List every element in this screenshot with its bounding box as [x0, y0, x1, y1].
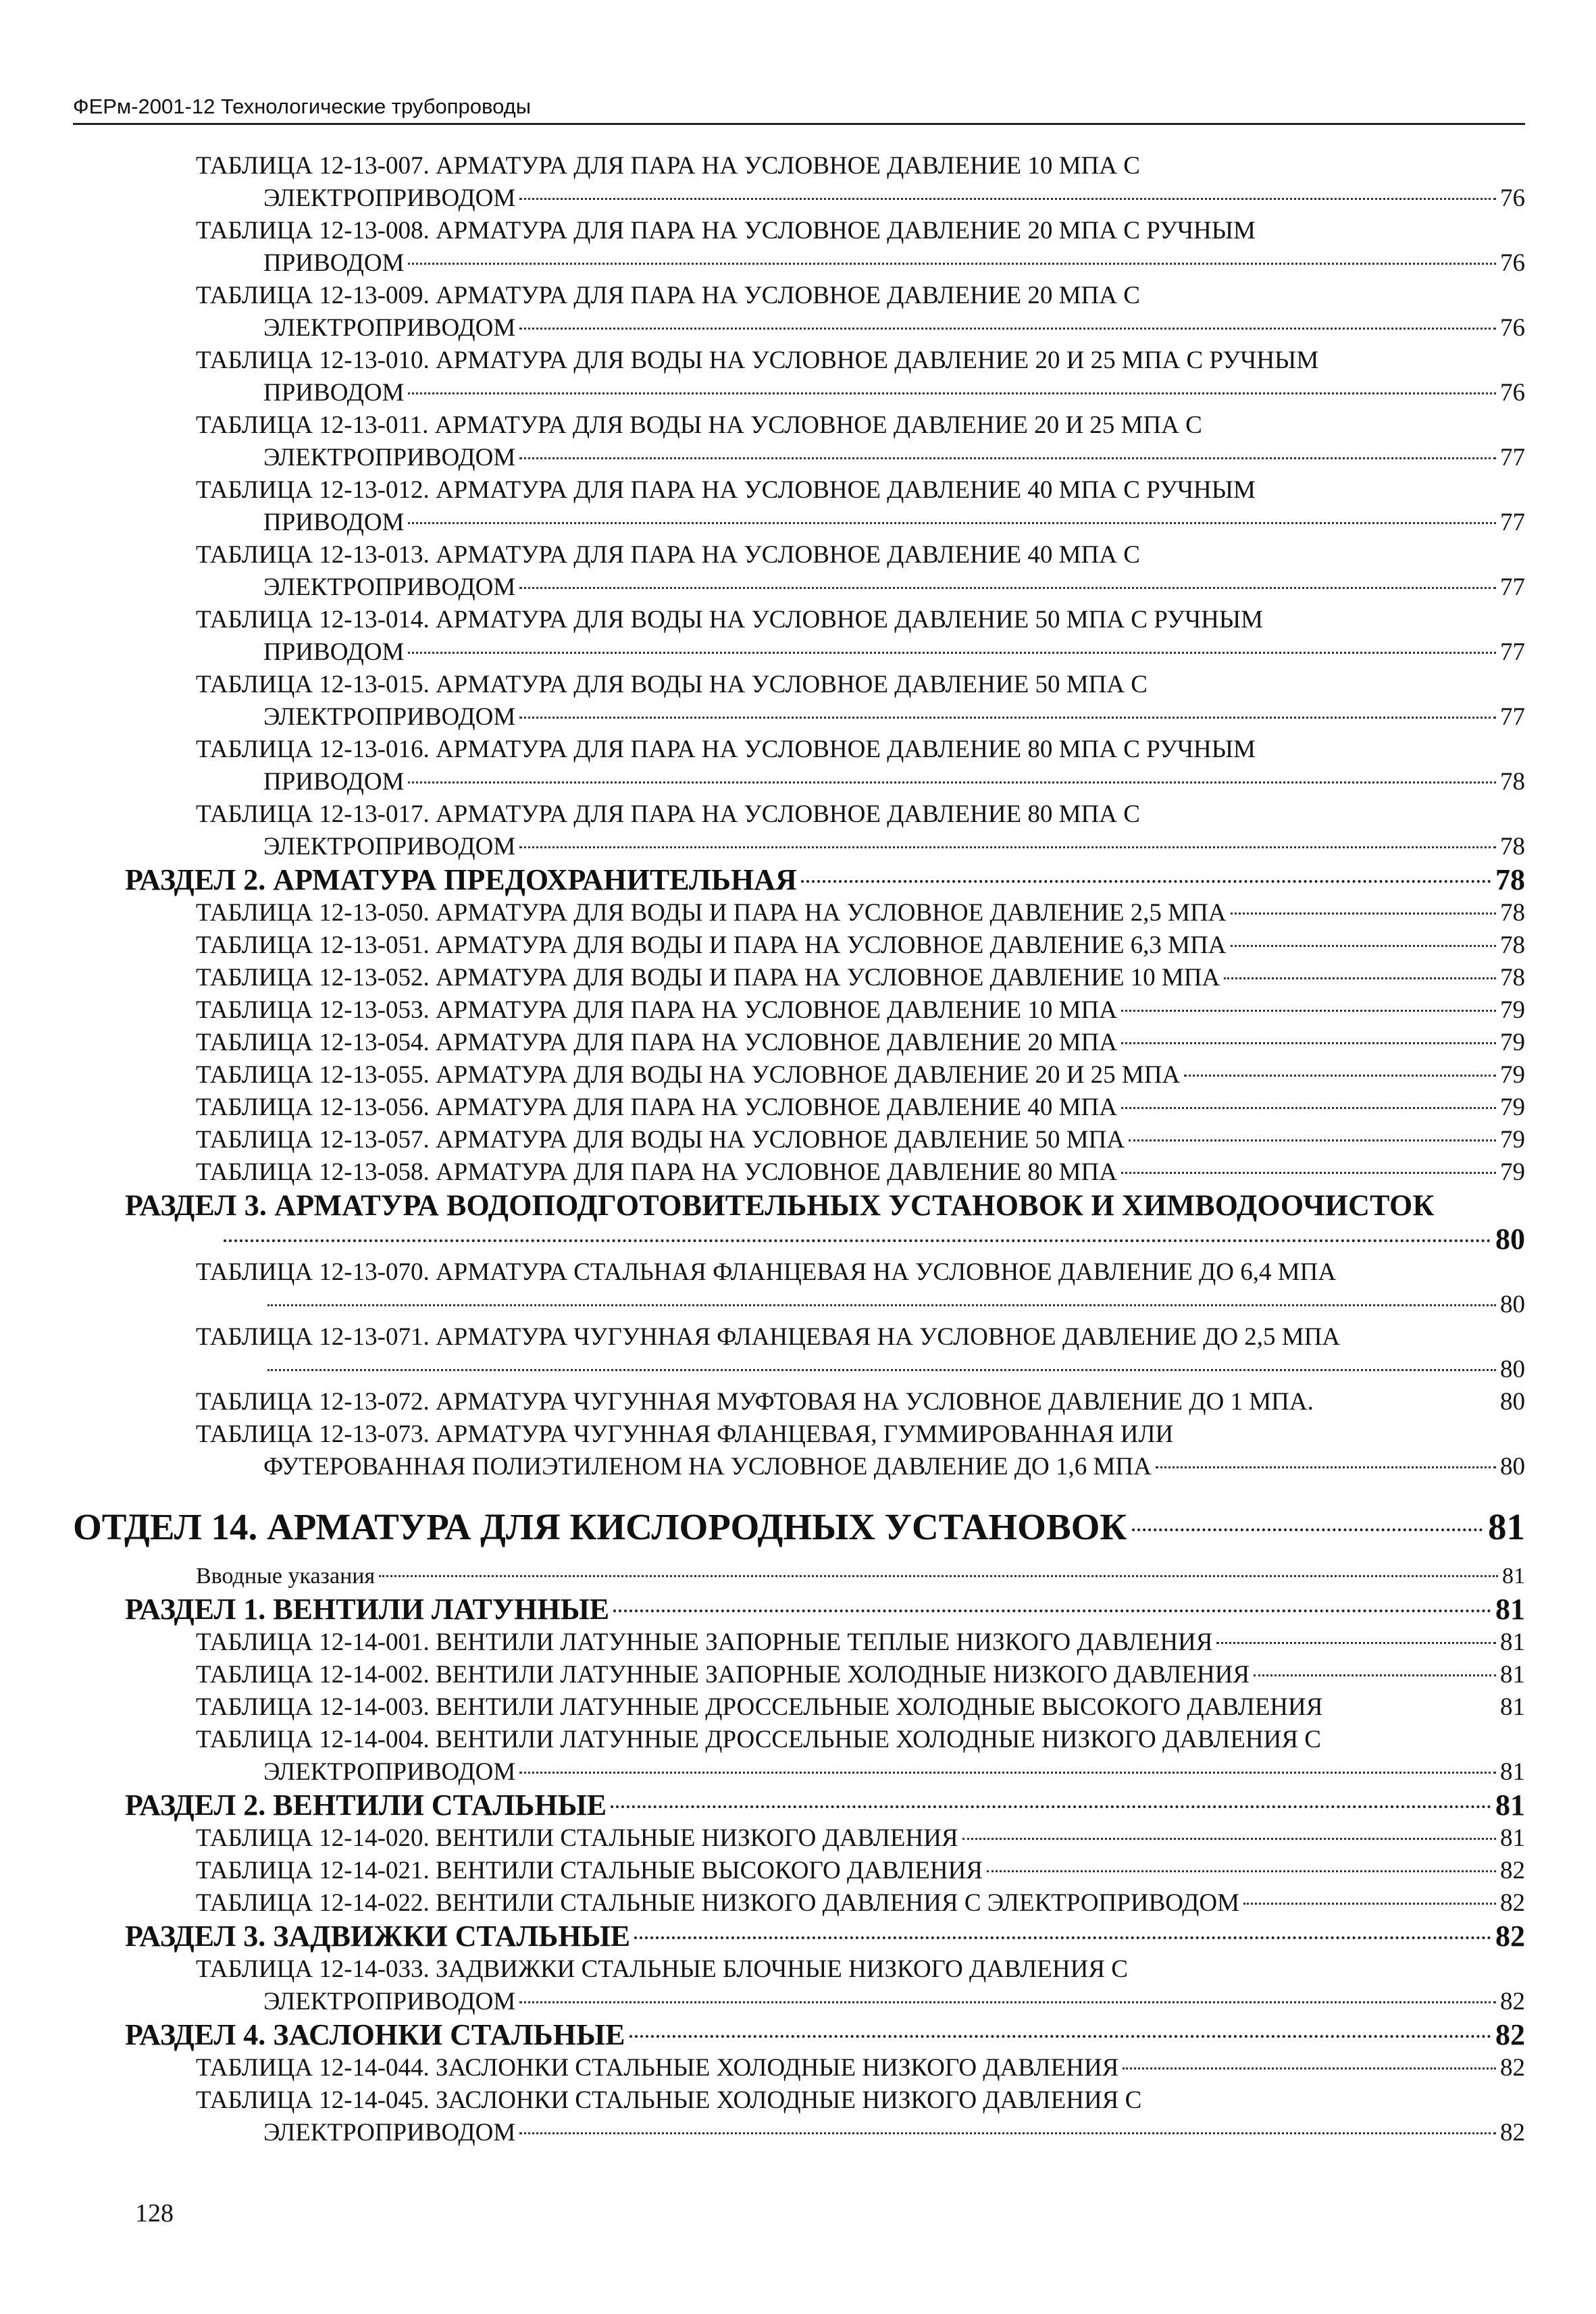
dot-leader — [611, 1805, 1491, 1808]
toc-table-entry[interactable] — [196, 1256, 1525, 1321]
entry-label-continued: ПРИВОДОМ — [263, 638, 405, 666]
entry-label: ТАБЛИЦА 12-13-052. АРМАТУРА ДЛЯ ВОДЫ И ПАРА НА УСЛОВНОЕ ДАВЛЕНИЕ 10 МПА — [196, 964, 1220, 992]
entry-label: ТАБЛИЦА 12-14-021. ВЕНТИЛИ СТАЛЬНЫЕ ВЫСОКОГО ДАВЛЕНИЯ — [196, 1857, 983, 1884]
toc-table-entry[interactable] — [196, 150, 1525, 215]
entry-label: ТАБЛИЦА 12-14-003. ВЕНТИЛИ ЛАТУННЫЕ ДРОССЕЛЬНЫЕ ХОЛОДНЫЕ ВЫСОКОГО ДАВЛЕНИЯ — [196, 1693, 1323, 1721]
entry-label: ТАБЛИЦА 12-13-071. АРМАТУРА ЧУГУННАЯ ФЛАНЦЕВАЯ НА УСЛОВНОЕ ДАВЛЕНИЕ ДО 2,5 МПА — [196, 1323, 1341, 1351]
entry-page: 82 — [1500, 2119, 1525, 2146]
entry-page: 79 — [1500, 1158, 1525, 1186]
toc-table-entry[interactable] — [196, 1887, 1525, 1920]
entry-page: 78 — [1500, 833, 1525, 860]
dot-leader — [1254, 1674, 1496, 1676]
dot-leader — [801, 880, 1491, 883]
dot-leader — [519, 457, 1496, 459]
entry-label: РАЗДЕЛ 2. АРМАТУРА ПРЕДОХРАНИТЕЛЬНАЯ — [125, 863, 797, 896]
entry-page: 76 — [1500, 379, 1525, 407]
entry-page: 82 — [1500, 1889, 1525, 1917]
entry-label: ТАБЛИЦА 12-13-007. АРМАТУРА ДЛЯ ПАРА НА УСЛОВНОЕ ДАВЛЕНИЕ 10 МПА С — [196, 152, 1140, 180]
entry-label-continued: ЭЛЕКТРОПРИВОДОМ — [263, 314, 516, 342]
entry-label-continued: ПРИВОДОМ — [263, 509, 405, 536]
dot-leader — [1156, 1466, 1496, 1468]
toc-section-entry[interactable] — [125, 863, 1525, 897]
entry-label-continued: ЭЛЕКТРОПРИВОДОМ — [263, 184, 516, 212]
entry-label-continued: ЭЛЕКТРОПРИВОДОМ — [263, 1988, 516, 2015]
dot-leader — [519, 587, 1496, 589]
entry-label: ТАБЛИЦА 12-13-051. АРМАТУРА ДЛЯ ВОДЫ И ПАРА НА УСЛОВНОЕ ДАВЛЕНИЕ 6,3 МПА — [196, 931, 1227, 959]
entry-label: ОТДЕЛ 14. АРМАТУРА ДЛЯ КИСЛОРОДНЫХ УСТАНОВОК — [73, 1506, 1127, 1547]
entry-page: 82 — [1500, 2054, 1525, 2082]
entry-label: ТАБЛИЦА 12-14-001. ВЕНТИЛИ ЛАТУННЫЕ ЗАПОРНЫЕ ТЕПЛЫЕ НИЗКОГО ДАВЛЕНИЯ — [196, 1628, 1213, 1656]
dot-leader — [519, 2001, 1496, 2003]
entry-page: 82 — [1495, 2018, 1525, 2051]
entry-label-continued: ЭЛЕКТРОПРИВОДОМ — [263, 573, 516, 601]
toc-section-entry[interactable] — [125, 1593, 1525, 1626]
entry-page: 78 — [1500, 931, 1525, 959]
entry-page: 77 — [1500, 573, 1525, 601]
entry-label: ТАБЛИЦА 12-14-022. ВЕНТИЛИ СТАЛЬНЫЕ НИЗКОГО ДАВЛЕНИЯ С ЭЛЕКТРОПРИВОДОМ — [196, 1889, 1240, 1917]
toc-table-entry[interactable] — [196, 1059, 1525, 1091]
entry-page: 81 — [1495, 1789, 1525, 1822]
entry-label-continued: ПРИВОДОМ — [263, 249, 405, 277]
entry-label: ТАБЛИЦА 12-14-004. ВЕНТИЛИ ЛАТУННЫЕ ДРОССЕЛЬНЫЕ ХОЛОДНЫЕ НИЗКОГО ДАВЛЕНИЯ С — [196, 1726, 1321, 1753]
entry-page: 79 — [1500, 1029, 1525, 1056]
entry-label-continued: ЭЛЕКТРОПРИВОДОМ — [263, 444, 516, 471]
toc-table-entry[interactable] — [196, 1659, 1525, 1691]
dot-leader — [634, 1936, 1491, 1939]
toc-table-entry[interactable] — [196, 1124, 1525, 1156]
toc-table-entry[interactable] — [196, 1822, 1525, 1855]
toc-table-entry[interactable] — [196, 215, 1525, 280]
toc-table-entry[interactable] — [196, 929, 1525, 962]
entry-page: 79 — [1500, 1061, 1525, 1089]
entry-page: 77 — [1500, 444, 1525, 471]
entry-page: 76 — [1500, 184, 1525, 212]
dot-leader — [519, 846, 1496, 848]
entry-label: РАЗДЕЛ 2. ВЕНТИЛИ СТАЛЬНЫЕ — [125, 1789, 607, 1822]
toc-table-entry[interactable] — [196, 2084, 1525, 2149]
dot-leader — [629, 2035, 1491, 2038]
toc-table-entry[interactable] — [196, 734, 1525, 798]
entry-page: 80 — [1500, 1388, 1525, 1416]
entry-label: ТАБЛИЦА 12-13-073. АРМАТУРА ЧУГУННАЯ ФЛАНЦЕВАЯ, ГУММИРОВАННАЯ ИЛИ — [196, 1420, 1174, 1448]
entry-page: 78 — [1495, 863, 1525, 896]
dot-leader — [519, 1772, 1496, 1774]
dot-leader — [1231, 912, 1496, 915]
dot-leader — [408, 522, 1496, 524]
entry-label: РАЗДЕЛ 4. ЗАСЛОНКИ СТАЛЬНЫЕ — [125, 2018, 625, 2051]
toc-table-entry[interactable] — [196, 1418, 1525, 1483]
toc-table-entry[interactable] — [196, 280, 1525, 344]
header-title: ФЕРм-2001-12 Технологические трубопроводы — [73, 95, 532, 118]
dot-leader — [1121, 1010, 1496, 1012]
entry-label: ТАБЛИЦА 12-13-016. АРМАТУРА ДЛЯ ПАРА НА УСЛОВНОЕ ДАВЛЕНИЕ 80 МПА С РУЧНЫМ — [196, 736, 1256, 763]
entry-label: ТАБЛИЦА 12-13-011. АРМАТУРА ДЛЯ ВОДЫ НА УСЛОВНОЕ ДАВЛЕНИЕ 20 И 25 МПА С — [196, 411, 1202, 439]
toc-table-entry[interactable] — [196, 1027, 1525, 1059]
toc-table-entry[interactable] — [196, 1626, 1525, 1659]
entry-page: 78 — [1500, 964, 1525, 992]
dot-leader — [1132, 1528, 1483, 1531]
toc-table-entry[interactable] — [196, 1321, 1525, 1386]
toc-table-entry[interactable] — [196, 1386, 1525, 1418]
entry-label: ТАБЛИЦА 12-14-033. ЗАДВИЖКИ СТАЛЬНЫЕ БЛОЧНЫЕ НИЗКОГО ДАВЛЕНИЯ С — [196, 1955, 1128, 1983]
toc-table-entry[interactable] — [196, 539, 1525, 604]
dot-leader — [962, 1838, 1496, 1840]
entry-label-continued: ЭЛЕКТРОПРИВОДОМ — [263, 703, 516, 731]
toc-section-entry[interactable] — [125, 1789, 1525, 1822]
entry-label: ТАБЛИЦА 12-14-002. ВЕНТИЛИ ЛАТУННЫЕ ЗАПОРНЫЕ ХОЛОДНЫЕ НИЗКОГО ДАВЛЕНИЯ — [196, 1661, 1250, 1689]
toc-section-entry[interactable] — [125, 1189, 1525, 1256]
entry-label: ТАБЛИЦА 12-13-055. АРМАТУРА ДЛЯ ВОДЫ НА УСЛОВНОЕ ДАВЛЕНИЕ 20 И 25 МПА — [196, 1061, 1181, 1089]
toc-table-entry[interactable] — [196, 1156, 1525, 1189]
dot-leader — [1121, 1042, 1496, 1044]
dot-leader — [1123, 2067, 1496, 2069]
entry-page: 78 — [1500, 768, 1525, 796]
entry-page: 81 — [1488, 1506, 1525, 1547]
entry-label: ТАБЛИЦА 12-13-017. АРМАТУРА ДЛЯ ПАРА НА УСЛОВНОЕ ДАВЛЕНИЕ 80 МПА С — [196, 800, 1140, 828]
entry-label: РАЗДЕЛ 3. ЗАДВИЖКИ СТАЛЬНЫЕ — [125, 1920, 631, 1953]
entry-page: 79 — [1500, 1126, 1525, 1154]
dot-leader — [519, 717, 1496, 719]
toc-table-entry[interactable] — [196, 669, 1525, 734]
toc-table-entry[interactable] — [196, 604, 1525, 669]
entry-page: 77 — [1500, 509, 1525, 536]
entry-label: ТАБЛИЦА 12-13-013. АРМАТУРА ДЛЯ ПАРА НА УСЛОВНОЕ ДАВЛЕНИЕ 40 МПА С — [196, 541, 1140, 569]
toc-table-entry[interactable] — [196, 409, 1525, 474]
entry-label-continued: ПРИВОДОМ — [263, 768, 405, 796]
entry-label: ТАБЛИЦА 12-13-008. АРМАТУРА ДЛЯ ПАРА НА УСЛОВНОЕ ДАВЛЕНИЕ 20 МПА С РУЧНЫМ — [196, 217, 1256, 245]
toc-intro-entry[interactable] — [196, 1560, 1525, 1593]
toc-table-entry[interactable] — [196, 474, 1525, 539]
entry-label-continued: ЭЛЕКТРОПРИВОДОМ — [263, 833, 516, 860]
entry-page: 76 — [1500, 314, 1525, 342]
toc-table-entry[interactable] — [196, 344, 1525, 409]
toc-section-entry[interactable] — [125, 2018, 1525, 2052]
entry-label: РАЗДЕЛ 3. АРМАТУРА ВОДОПОДГОТОВИТЕЛЬНЫХ УСТАНОВОК И ХИМВОДООЧИСТОК — [125, 1189, 1435, 1222]
entry-page: 80 — [1500, 1453, 1525, 1481]
entry-label: ТАБЛИЦА 12-13-072. АРМАТУРА ЧУГУННАЯ МУФТОВАЯ НА УСЛОВНОЕ ДАВЛЕНИЕ ДО 1 МПА. — [196, 1388, 1314, 1416]
toc-table-entry[interactable] — [196, 1855, 1525, 1887]
entry-label: ТАБЛИЦА 12-14-044. ЗАСЛОНКИ СТАЛЬНЫЕ ХОЛОДНЫЕ НИЗКОГО ДАВЛЕНИЯ — [196, 2054, 1119, 2082]
entry-page: 82 — [1500, 1857, 1525, 1884]
entry-page: 80 — [1500, 1356, 1525, 1383]
toc-table-entry[interactable] — [196, 897, 1525, 929]
entry-label: ТАБЛИЦА 12-13-056. АРМАТУРА ДЛЯ ПАРА НА УСЛОВНОЕ ДАВЛЕНИЕ 40 МПА — [196, 1094, 1117, 1121]
entry-label-continued: ЭЛЕКТРОПРИВОДОМ — [263, 2119, 516, 2146]
dot-leader — [379, 1575, 1498, 1577]
entry-page: 82 — [1500, 1988, 1525, 2015]
entry-label: ТАБЛИЦА 12-13-070. АРМАТУРА СТАЛЬНАЯ ФЛАНЦЕВАЯ НА УСЛОВНОЕ ДАВЛЕНИЕ ДО 6,4 МПА — [196, 1258, 1337, 1286]
dot-leader — [519, 198, 1496, 200]
dot-leader — [267, 1369, 1496, 1371]
toc-table-entry[interactable] — [196, 1091, 1525, 1124]
entry-label: ТАБЛИЦА 12-13-058. АРМАТУРА ДЛЯ ПАРА НА УСЛОВНОЕ ДАВЛЕНИЕ 80 МПА — [196, 1158, 1117, 1186]
entry-label-continued: ФУТЕРОВАННАЯ ПОЛИЭТИЛЕНОМ НА УСЛОВНОЕ ДАВЛЕНИЕ ДО 1,6 МПА — [263, 1453, 1152, 1481]
entry-page: 81 — [1500, 1661, 1525, 1689]
dot-leader — [519, 328, 1496, 330]
entry-page: 81 — [1500, 1824, 1525, 1852]
entry-page: 77 — [1500, 703, 1525, 731]
entry-label: Вводные указания — [196, 1564, 376, 1589]
entry-label: ТАБЛИЦА 12-14-045. ЗАСЛОНКИ СТАЛЬНЫЕ ХОЛОДНЫЕ НИЗКОГО ДАВЛЕНИЯ С — [196, 2086, 1142, 2114]
entry-label: ТАБЛИЦА 12-13-015. АРМАТУРА ДЛЯ ВОДЫ НА УСЛОВНОЕ ДАВЛЕНИЕ 50 МПА С — [196, 671, 1148, 698]
entry-page: 82 — [1495, 1920, 1525, 1953]
page-header — [73, 95, 1525, 125]
entry-label: ТАБЛИЦА 12-13-012. АРМАТУРА ДЛЯ ПАРА НА УСЛОВНОЕ ДАВЛЕНИЕ 40 МПА С РУЧНЫМ — [196, 476, 1256, 504]
entry-page: 78 — [1500, 899, 1525, 927]
entry-page: 76 — [1500, 249, 1525, 277]
dot-leader — [408, 263, 1496, 265]
dot-leader — [408, 781, 1496, 783]
entry-page: 77 — [1500, 638, 1525, 666]
dot-leader — [408, 392, 1496, 394]
toc-table-entry[interactable] — [196, 2052, 1525, 2084]
dot-leader — [1129, 1139, 1496, 1141]
dot-leader — [224, 1239, 1491, 1242]
entry-label-continued: ПРИВОДОМ — [263, 379, 405, 407]
toc-department-entry[interactable] — [73, 1503, 1525, 1551]
entry-label: ТАБЛИЦА 12-13-053. АРМАТУРА ДЛЯ ПАРА НА УСЛОВНОЕ ДАВЛЕНИЕ 10 МПА — [196, 996, 1117, 1024]
toc-table-entry[interactable] — [196, 1691, 1525, 1724]
entry-page: 81 — [1495, 1593, 1525, 1626]
entry-label: ТАБЛИЦА 12-13-054. АРМАТУРА ДЛЯ ПАРА НА УСЛОВНОЕ ДАВЛЕНИЕ 20 МПА — [196, 1029, 1117, 1056]
dot-leader — [1224, 977, 1496, 979]
entry-label: ТАБЛИЦА 12-13-057. АРМАТУРА ДЛЯ ВОДЫ НА УСЛОВНОЕ ДАВЛЕНИЕ 50 МПА — [196, 1126, 1125, 1154]
entry-label: ТАБЛИЦА 12-13-014. АРМАТУРА ДЛЯ ВОДЫ НА УСЛОВНОЕ ДАВЛЕНИЕ 50 МПА С РУЧНЫМ — [196, 606, 1263, 634]
entry-page: 79 — [1500, 996, 1525, 1024]
entry-page: 81 — [1500, 1758, 1525, 1786]
toc-section-entry[interactable] — [125, 1920, 1525, 1953]
toc-table-entry[interactable] — [196, 1724, 1525, 1789]
dot-leader — [1243, 1903, 1496, 1905]
dot-leader — [613, 1610, 1491, 1612]
dot-leader — [408, 652, 1496, 654]
entry-page: 81 — [1500, 1628, 1525, 1656]
toc-table-entry[interactable] — [196, 798, 1525, 863]
toc-table-entry[interactable] — [196, 994, 1525, 1027]
toc-table-entry[interactable] — [196, 962, 1525, 994]
dot-leader — [519, 2132, 1496, 2134]
dot-leader — [1216, 1642, 1496, 1644]
dot-leader — [1121, 1172, 1496, 1174]
entry-label: ТАБЛИЦА 12-13-009. АРМАТУРА ДЛЯ ПАРА НА УСЛОВНОЕ ДАВЛЕНИЕ 20 МПА С — [196, 282, 1140, 309]
dot-leader — [267, 1304, 1496, 1306]
table-of-contents — [0, 150, 1596, 2149]
entry-page: 79 — [1500, 1094, 1525, 1121]
entry-label: ТАБЛИЦА 12-14-020. ВЕНТИЛИ СТАЛЬНЫЕ НИЗКОГО ДАВЛЕНИЯ — [196, 1824, 958, 1852]
dot-leader — [1121, 1107, 1496, 1109]
entry-page: 80 — [1500, 1291, 1525, 1318]
toc-table-entry[interactable] — [196, 1953, 1525, 2018]
entry-page: 81 — [1500, 1693, 1525, 1721]
entry-page: 80 — [1495, 1223, 1525, 1256]
dot-leader — [1184, 1075, 1496, 1077]
page-number: 128 — [135, 2199, 174, 2228]
entry-label: ТАБЛИЦА 12-13-050. АРМАТУРА ДЛЯ ВОДЫ И ПАРА НА УСЛОВНОЕ ДАВЛЕНИЕ 2,5 МПА — [196, 899, 1227, 927]
entry-label: РАЗДЕЛ 1. ВЕНТИЛИ ЛАТУННЫЕ — [125, 1593, 610, 1626]
entry-label-continued: ЭЛЕКТРОПРИВОДОМ — [263, 1758, 516, 1786]
dot-leader — [987, 1870, 1496, 1872]
entry-label: ТАБЛИЦА 12-13-010. АРМАТУРА ДЛЯ ВОДЫ НА УСЛОВНОЕ ДАВЛЕНИЕ 20 И 25 МПА С РУЧНЫМ — [196, 346, 1319, 374]
dot-leader — [1231, 945, 1496, 947]
entry-page: 81 — [1502, 1564, 1525, 1589]
